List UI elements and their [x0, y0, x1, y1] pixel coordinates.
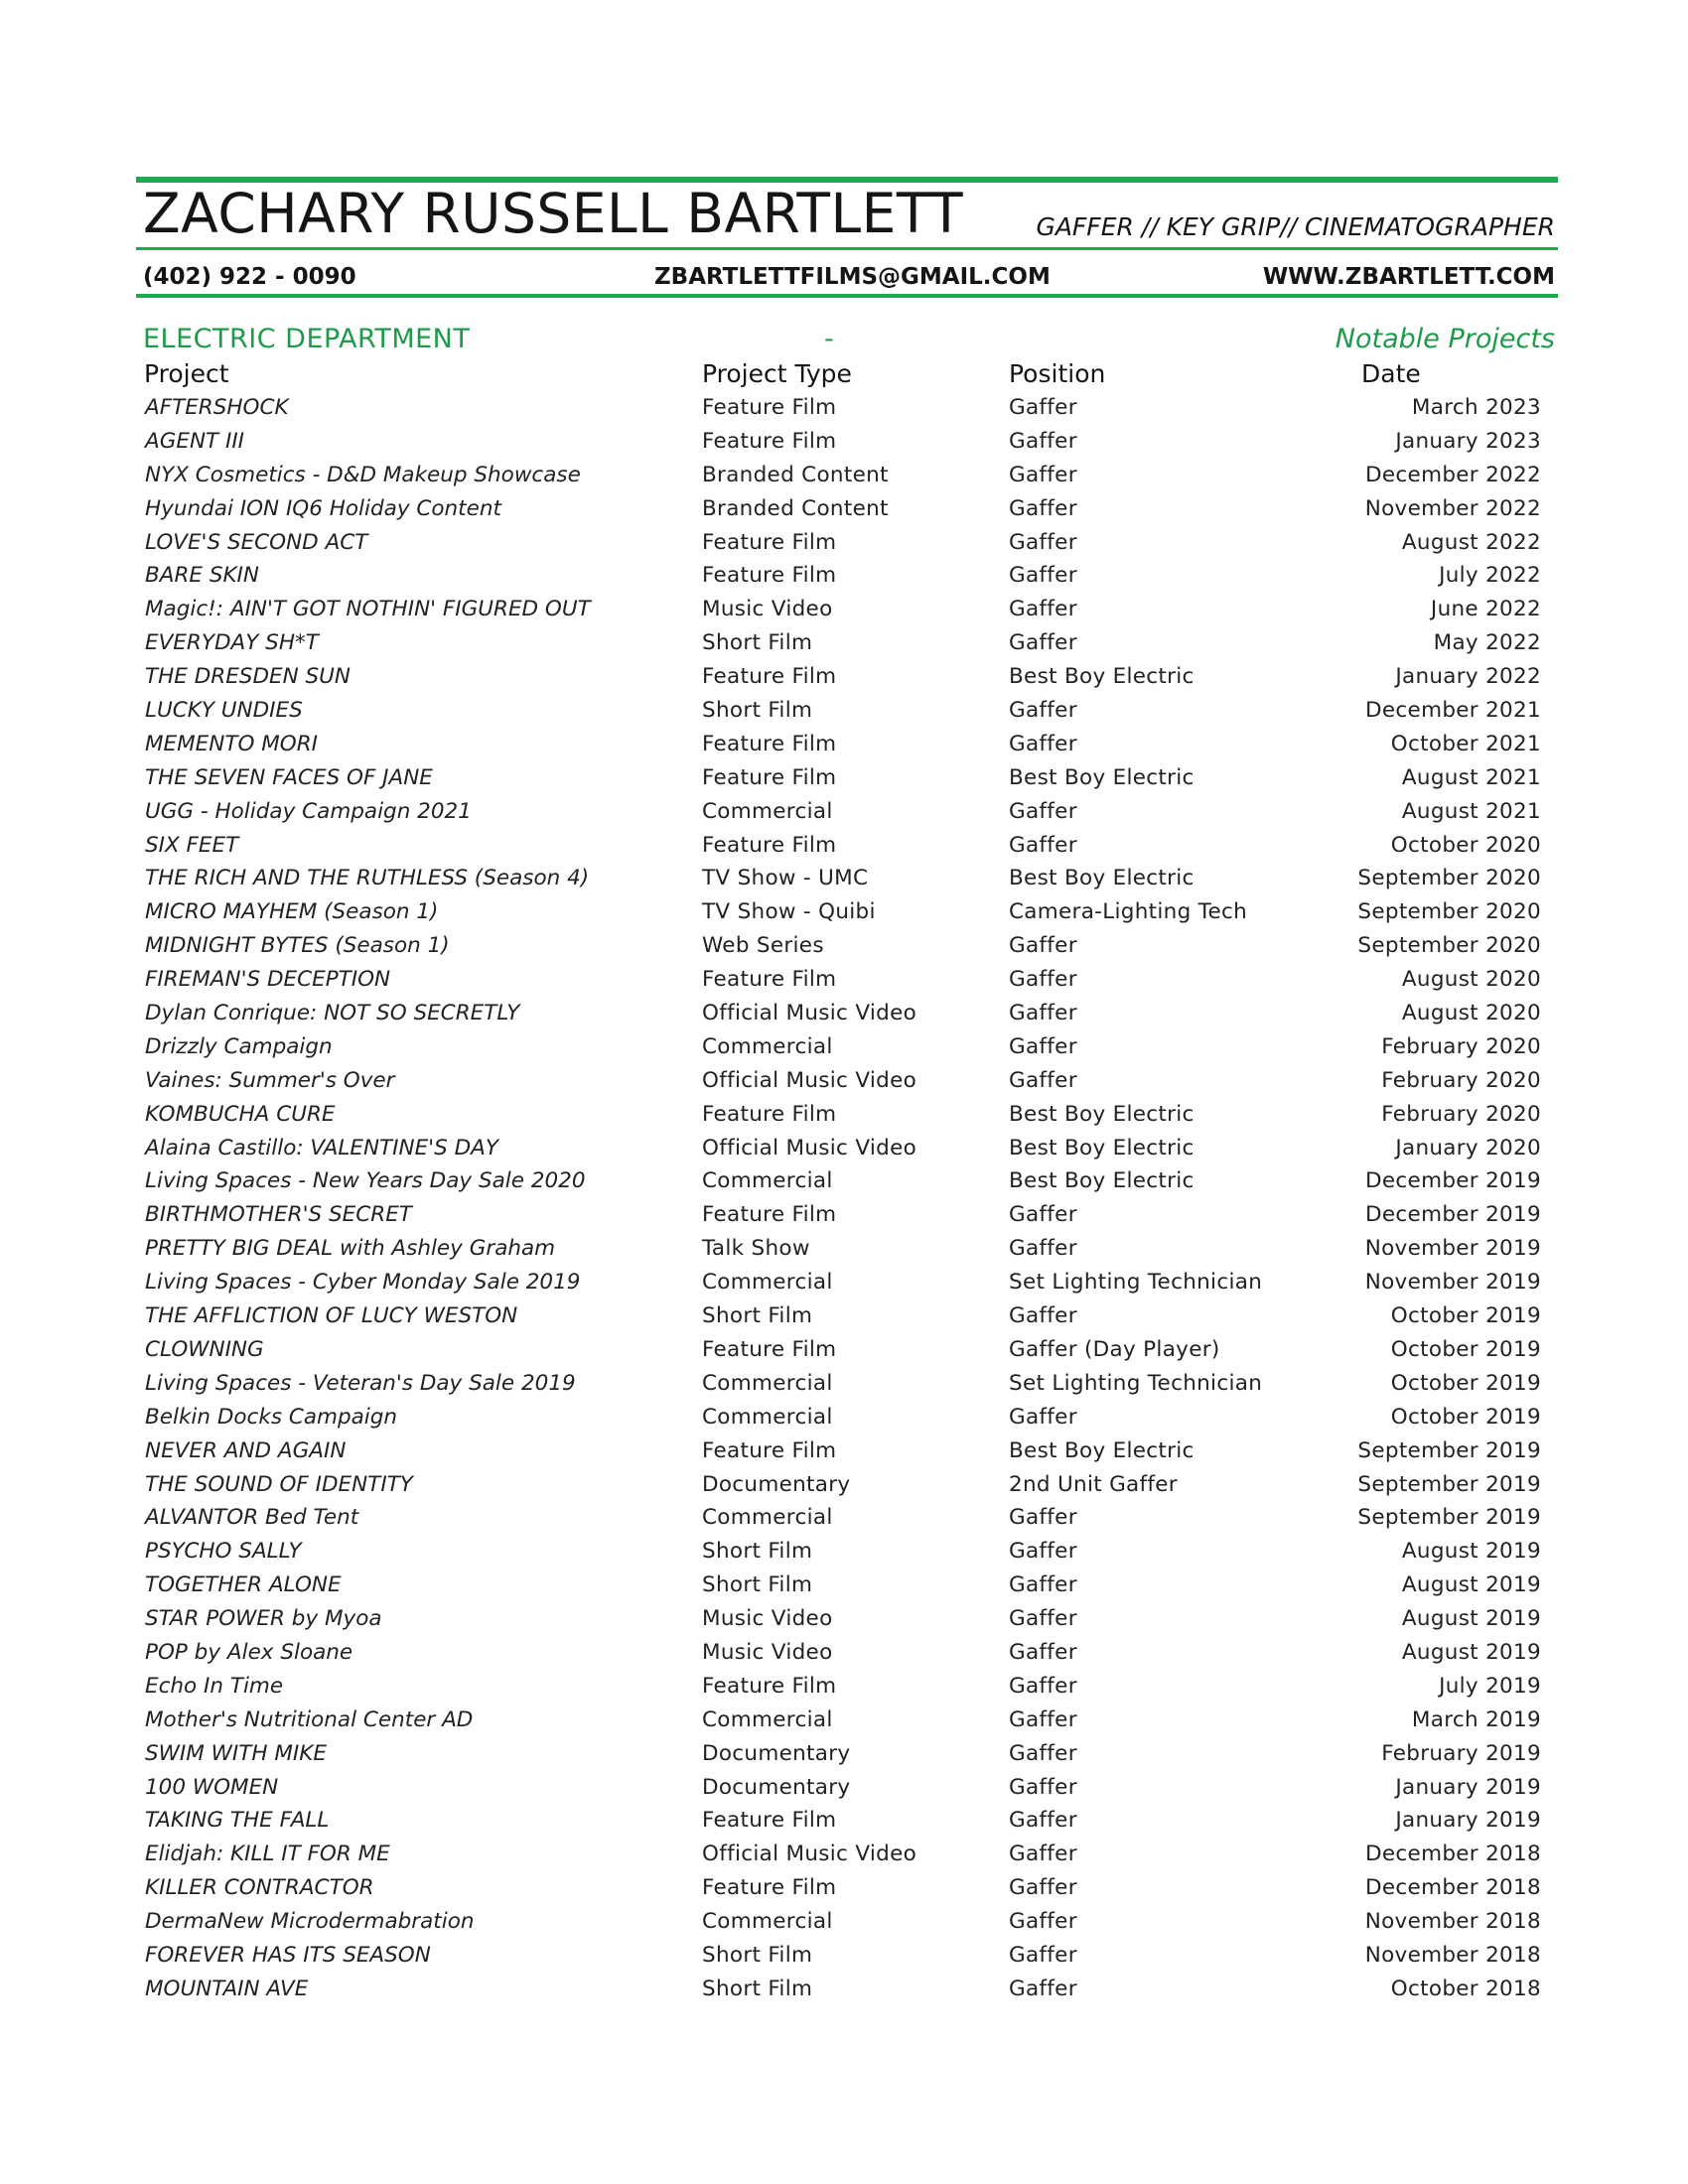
table-row: [0, 1773, 1688, 1807]
cell-position: Gaffer: [1009, 1842, 1077, 1867]
cell-project-type: Branded Content: [702, 495, 889, 521]
cell-project-type: Feature Film: [702, 428, 837, 454]
cell-project-type: Short Film: [702, 1303, 813, 1329]
cell-project-type: Official Music Video: [702, 1001, 917, 1026]
table-row: [0, 1100, 1688, 1134]
cell-project-type: Documentary: [702, 1774, 851, 1800]
cell-project-type: Music Video: [702, 1639, 833, 1665]
table-row: [0, 797, 1688, 831]
table-row: [0, 1672, 1688, 1706]
cell-date: October 2018: [1390, 1976, 1541, 2001]
phone-number: (402) 922 - 0090: [143, 264, 356, 290]
cell-project-type: Short Film: [702, 1942, 813, 1968]
cell-project-type: Feature Film: [702, 1875, 837, 1901]
cell-project-type: Feature Film: [702, 832, 837, 858]
cell-project: UGG - Holiday Campaign 2021: [145, 798, 472, 824]
cell-project-type: Feature Film: [702, 1101, 837, 1127]
table-row: [0, 763, 1688, 797]
cell-project: NEVER AND AGAIN: [145, 1437, 347, 1463]
cell-project: KILLER CONTRACTOR: [145, 1875, 374, 1901]
cell-project-type: Commercial: [702, 1270, 833, 1296]
cell-project-type: Short Film: [702, 1976, 813, 2001]
cell-project: PSYCHO SALLY: [145, 1539, 302, 1565]
cell-project: NYX Cosmetics - D&D Makeup Showcase: [145, 462, 581, 487]
table-row: [0, 1706, 1688, 1739]
cell-date: June 2022: [1430, 597, 1541, 622]
header-middle-rule: [136, 247, 1558, 250]
cell-date: December 2021: [1365, 698, 1541, 724]
cell-position: Gaffer: [1009, 597, 1077, 622]
cell-date: January 2019: [1395, 1808, 1541, 1834]
cell-date: July 2019: [1439, 1673, 1541, 1699]
cell-date: August 2019: [1401, 1572, 1541, 1598]
email-address[interactable]: ZBARTLETTFILMS@GMAIL.COM: [654, 264, 1051, 290]
header-bottom-rule: [136, 294, 1558, 298]
table-row: [0, 696, 1688, 730]
cell-project: DermaNew Microdermabration: [145, 1909, 475, 1935]
table-row: [0, 897, 1688, 931]
cell-position: Gaffer: [1009, 731, 1077, 756]
table-row: [0, 461, 1688, 494]
cell-position: Gaffer: [1009, 1909, 1077, 1935]
table-row: [0, 1941, 1688, 1975]
cell-project: MOUNTAIN AVE: [145, 1976, 309, 2001]
cell-project-type: Commercial: [702, 1033, 833, 1059]
cell-position: Best Boy Electric: [1009, 1437, 1195, 1463]
cell-project: MEMENTO MORI: [145, 731, 318, 756]
table-row: [0, 1975, 1688, 2008]
cell-project-type: Music Video: [702, 1606, 833, 1632]
cell-project-type: Commercial: [702, 1370, 833, 1396]
cell-date: November 2018: [1364, 1942, 1541, 1968]
cell-date: February 2020: [1381, 1101, 1541, 1127]
cell-date: December 2022: [1365, 462, 1541, 487]
cell-project-type: Music Video: [702, 597, 833, 622]
cell-project-type: Commercial: [702, 798, 833, 824]
cell-project: CLOWNING: [145, 1336, 264, 1362]
cell-project-type: Commercial: [702, 1168, 833, 1194]
cell-date: August 2019: [1401, 1539, 1541, 1565]
cell-project-type: Feature Film: [702, 731, 837, 756]
cell-project-type: Feature Film: [702, 1202, 837, 1228]
cell-project-type: Feature Film: [702, 764, 837, 790]
table-row: [0, 393, 1688, 427]
cell-project: THE AFFLICTION OF LUCY WESTON: [145, 1303, 518, 1329]
column-header-position: Position: [1009, 359, 1106, 388]
cell-position: 2nd Unit Gaffer: [1009, 1471, 1178, 1497]
table-row: [0, 1570, 1688, 1604]
cell-position: Gaffer: [1009, 462, 1077, 487]
cell-project-type: Commercial: [702, 1404, 833, 1430]
cell-position: Gaffer: [1009, 529, 1077, 555]
table-row: [0, 730, 1688, 763]
cell-position: Gaffer: [1009, 1033, 1077, 1059]
cell-date: October 2019: [1390, 1370, 1541, 1396]
table-row: [0, 1907, 1688, 1941]
cell-position: Gaffer: [1009, 1706, 1077, 1732]
cell-project: AFTERSHOCK: [145, 395, 289, 420]
cell-project: Mother's Nutritional Center AD: [145, 1706, 474, 1732]
table-row: [0, 831, 1688, 865]
table-row: [0, 864, 1688, 897]
cell-position: Camera-Lighting Tech: [1009, 899, 1248, 925]
cell-project: Drizzly Campaign: [145, 1033, 333, 1059]
cell-date: November 2019: [1364, 1236, 1541, 1262]
job-titles: GAFFER // KEY GRIP// CINEMATOGRAPHER: [1036, 212, 1555, 241]
cell-project-type: Short Film: [702, 1572, 813, 1598]
cell-position: Set Lighting Technician: [1009, 1270, 1263, 1296]
website-link[interactable]: WWW.ZBARTLETT.COM: [1262, 264, 1555, 290]
cell-date: January 2020: [1395, 1135, 1541, 1160]
cell-project: TAKING THE FALL: [145, 1808, 330, 1834]
cell-project-type: Talk Show: [702, 1236, 810, 1262]
column-header-project: Project: [144, 359, 229, 388]
table-row: [0, 1066, 1688, 1100]
cell-project: STAR POWER by Myoa: [145, 1606, 382, 1632]
table-row: [0, 1301, 1688, 1335]
cell-project: PRETTY BIG DEAL with Ashley Graham: [145, 1236, 556, 1262]
cell-project: Magic!: AIN'T GOT NOTHIN' FIGURED OUT: [145, 597, 591, 622]
cell-date: January 2019: [1395, 1774, 1541, 1800]
cell-project: Vaines: Summer's Over: [145, 1067, 395, 1093]
cell-position: Gaffer: [1009, 1404, 1077, 1430]
cell-date: December 2018: [1365, 1842, 1541, 1867]
cell-project: Alaina Castillo: VALENTINE'S DAY: [145, 1135, 498, 1160]
cell-date: October 2019: [1390, 1404, 1541, 1430]
cell-date: October 2021: [1390, 731, 1541, 756]
cell-project: MICRO MAYHEM (Season 1): [145, 899, 439, 925]
cell-date: September 2019: [1357, 1437, 1541, 1463]
cell-project: Belkin Docks Campaign: [145, 1404, 398, 1430]
cell-project: 100 WOMEN: [145, 1774, 279, 1800]
table-row: [0, 628, 1688, 662]
cell-position: Gaffer: [1009, 1505, 1077, 1531]
cell-project-type: Feature Film: [702, 1437, 837, 1463]
cell-project: ALVANTOR Bed Tent: [145, 1505, 359, 1531]
cell-project-type: Documentary: [702, 1740, 851, 1766]
section-subtitle: Notable Projects: [1335, 324, 1555, 354]
cell-position: Gaffer: [1009, 1202, 1077, 1228]
cell-position: Best Boy Electric: [1009, 764, 1195, 790]
table-row: [0, 1166, 1688, 1200]
cell-date: February 2019: [1381, 1740, 1541, 1766]
cell-date: December 2019: [1365, 1168, 1541, 1194]
cell-date: September 2020: [1357, 933, 1541, 959]
cell-date: March 2019: [1411, 1706, 1541, 1732]
table-row: [0, 1234, 1688, 1268]
cell-project-type: Feature Film: [702, 664, 837, 690]
cell-date: February 2020: [1381, 1033, 1541, 1059]
cell-position: Gaffer: [1009, 967, 1077, 993]
table-row: [0, 494, 1688, 528]
table-row: [0, 528, 1688, 562]
cell-date: August 2019: [1401, 1606, 1541, 1632]
cell-project-type: Short Film: [702, 1539, 813, 1565]
cell-project: BARE SKIN: [145, 563, 259, 589]
cell-date: September 2020: [1357, 899, 1541, 925]
table-row: [0, 1436, 1688, 1470]
cell-project: AGENT III: [145, 428, 245, 454]
cell-project-type: Feature Film: [702, 529, 837, 555]
cell-project: Living Spaces - Cyber Monday Sale 2019: [145, 1270, 581, 1296]
cell-position: Gaffer: [1009, 1774, 1077, 1800]
cell-project-type: Official Music Video: [702, 1842, 917, 1867]
cell-date: December 2018: [1365, 1875, 1541, 1901]
cell-position: Best Boy Electric: [1009, 866, 1195, 891]
cell-project: Echo In Time: [145, 1673, 284, 1699]
cell-project: FIREMAN'S DECEPTION: [145, 967, 391, 993]
cell-project-type: Feature Film: [702, 395, 837, 420]
cell-date: October 2020: [1390, 832, 1541, 858]
cell-position: Gaffer: [1009, 1572, 1077, 1598]
cell-project: THE DRESDEN SUN: [145, 664, 351, 690]
cell-position: Gaffer: [1009, 395, 1077, 420]
cell-project-type: Short Film: [702, 630, 813, 656]
cell-position: Gaffer: [1009, 563, 1077, 589]
cell-project: SWIM WITH MIKE: [145, 1740, 327, 1766]
table-row: [0, 931, 1688, 965]
cell-project-type: Commercial: [702, 1909, 833, 1935]
cell-project: LOVE'S SECOND ACT: [145, 529, 368, 555]
cell-project-type: Feature Film: [702, 1808, 837, 1834]
cell-position: Gaffer: [1009, 1001, 1077, 1026]
cell-project: FOREVER HAS ITS SEASON: [145, 1942, 431, 1968]
table-row: [0, 1032, 1688, 1066]
table-row: [0, 427, 1688, 461]
cell-position: Gaffer: [1009, 1976, 1077, 2001]
cell-date: August 2021: [1401, 764, 1541, 790]
cell-project: THE SOUND OF IDENTITY: [145, 1471, 413, 1497]
cell-date: November 2018: [1364, 1909, 1541, 1935]
cell-position: Gaffer: [1009, 933, 1077, 959]
cell-project: BIRTHMOTHER'S SECRET: [145, 1202, 412, 1228]
cell-project: SIX FEET: [145, 832, 239, 858]
applicant-name: ZACHARY RUSSELL BARTLETT: [143, 182, 964, 245]
table-row: [0, 561, 1688, 595]
cell-position: Gaffer: [1009, 495, 1077, 521]
cell-position: Gaffer: [1009, 1740, 1077, 1766]
table-row: [0, 1806, 1688, 1840]
cell-project-type: Documentary: [702, 1471, 851, 1497]
column-header-type: Project Type: [702, 359, 852, 388]
table-row: [0, 1638, 1688, 1672]
cell-project-type: Branded Content: [702, 462, 889, 487]
cell-date: September 2019: [1357, 1505, 1541, 1531]
cell-position: Best Boy Electric: [1009, 1135, 1195, 1160]
cell-project: KOMBUCHA CURE: [145, 1101, 336, 1127]
cell-project: POP by Alex Sloane: [145, 1639, 353, 1665]
section-heading: ELECTRIC DEPARTMENT: [143, 324, 471, 354]
cell-project-type: Feature Film: [702, 1336, 837, 1362]
cell-project: EVERYDAY SH*T: [145, 630, 319, 656]
table-row: [0, 595, 1688, 628]
cell-project: Dylan Conrique: NOT SO SECRETLY: [145, 1001, 520, 1026]
table-row: [0, 1503, 1688, 1537]
cell-project-type: TV Show - Quibi: [702, 899, 876, 925]
table-row: [0, 1604, 1688, 1638]
cell-project: Hyundai ION IQ6 Holiday Content: [145, 495, 501, 521]
cell-project: THE SEVEN FACES OF JANE: [145, 764, 433, 790]
table-row: [0, 1335, 1688, 1369]
cell-date: January 2023: [1395, 428, 1541, 454]
cell-project: Living Spaces - Veteran's Day Sale 2019: [145, 1370, 576, 1396]
table-row: [0, 1268, 1688, 1301]
cell-project-type: Commercial: [702, 1505, 833, 1531]
cell-date: January 2022: [1395, 664, 1541, 690]
cell-date: August 2019: [1401, 1639, 1541, 1665]
cell-date: February 2020: [1381, 1067, 1541, 1093]
cell-project: LUCKY UNDIES: [145, 698, 303, 724]
cell-project-type: Short Film: [702, 698, 813, 724]
cell-position: Set Lighting Technician: [1009, 1370, 1263, 1396]
cell-position: Gaffer: [1009, 832, 1077, 858]
cell-date: December 2019: [1365, 1202, 1541, 1228]
table-row: [0, 662, 1688, 696]
cell-position: Gaffer: [1009, 1606, 1077, 1632]
cell-project-type: Web Series: [702, 933, 824, 959]
cell-position: Gaffer: [1009, 1303, 1077, 1329]
cell-position: Gaffer: [1009, 1236, 1077, 1262]
cell-project: Elidjah: KILL IT FOR ME: [145, 1842, 390, 1867]
cell-position: Best Boy Electric: [1009, 1168, 1195, 1194]
table-row: [0, 1200, 1688, 1234]
cell-project: MIDNIGHT BYTES (Season 1): [145, 933, 450, 959]
cell-position: Gaffer: [1009, 1673, 1077, 1699]
cell-date: March 2023: [1411, 395, 1541, 420]
table-row: [0, 1134, 1688, 1167]
cell-position: Best Boy Electric: [1009, 664, 1195, 690]
table-row: [0, 1470, 1688, 1504]
cell-date: August 2022: [1401, 529, 1541, 555]
section-separator: -: [824, 324, 834, 354]
cell-date: August 2020: [1401, 1001, 1541, 1026]
cell-project-type: Feature Film: [702, 967, 837, 993]
cell-position: Gaffer (Day Player): [1009, 1336, 1220, 1362]
cell-position: Gaffer: [1009, 1639, 1077, 1665]
cell-position: Gaffer: [1009, 1067, 1077, 1093]
cell-position: Gaffer: [1009, 698, 1077, 724]
cell-project-type: Commercial: [702, 1706, 833, 1732]
table-row: [0, 965, 1688, 999]
cell-project-type: Official Music Video: [702, 1067, 917, 1093]
cell-position: Gaffer: [1009, 1808, 1077, 1834]
cell-position: Gaffer: [1009, 1942, 1077, 1968]
table-row: [0, 1873, 1688, 1907]
cell-project: THE RICH AND THE RUTHLESS (Season 4): [145, 866, 590, 891]
cell-date: September 2020: [1357, 866, 1541, 891]
cell-date: August 2020: [1401, 967, 1541, 993]
cell-date: October 2019: [1390, 1303, 1541, 1329]
projects-table: [0, 393, 1688, 2008]
cell-project-type: TV Show - UMC: [702, 866, 869, 891]
cell-position: Gaffer: [1009, 798, 1077, 824]
table-row: [0, 1369, 1688, 1403]
cell-project-type: Feature Film: [702, 563, 837, 589]
table-row: [0, 1537, 1688, 1570]
cell-position: Gaffer: [1009, 630, 1077, 656]
cell-date: July 2022: [1439, 563, 1541, 589]
table-row: [0, 1840, 1688, 1873]
cell-project: TOGETHER ALONE: [145, 1572, 342, 1598]
cell-project: Living Spaces - New Years Day Sale 2020: [145, 1168, 586, 1194]
cell-date: September 2019: [1357, 1471, 1541, 1497]
cell-date: November 2022: [1364, 495, 1541, 521]
cell-project-type: Official Music Video: [702, 1135, 917, 1160]
cell-position: Gaffer: [1009, 1539, 1077, 1565]
table-row: [0, 1403, 1688, 1436]
cell-date: August 2021: [1401, 798, 1541, 824]
column-header-date: Date: [1361, 359, 1421, 388]
cell-position: Gaffer: [1009, 1875, 1077, 1901]
cell-position: Gaffer: [1009, 428, 1077, 454]
table-row: [0, 1739, 1688, 1773]
cell-project-type: Feature Film: [702, 1673, 837, 1699]
cell-position: Best Boy Electric: [1009, 1101, 1195, 1127]
table-row: [0, 999, 1688, 1032]
cell-date: October 2019: [1390, 1336, 1541, 1362]
cell-date: November 2019: [1364, 1270, 1541, 1296]
cell-date: May 2022: [1433, 630, 1541, 656]
